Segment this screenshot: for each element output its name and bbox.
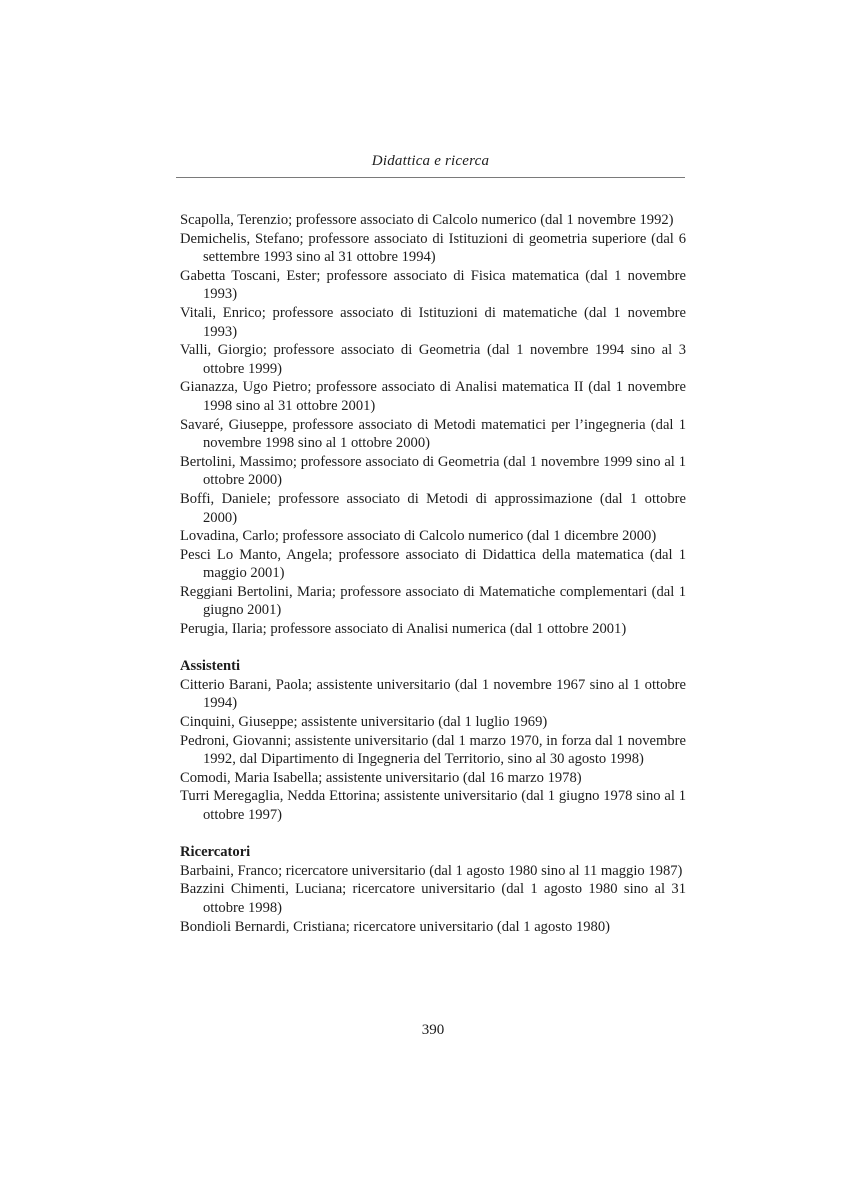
running-header: [176, 153, 685, 186]
list-item: Cinquini, Giuseppe; assistente universitario (dal 1 luglio 1969): [180, 714, 548, 731]
section-heading-ricercatori: Ricercatori: [180, 844, 251, 861]
list-item: Perugia, Ilaria; professore associato di Analisi numerica (dal 1 ottobre 2001): [180, 621, 627, 638]
list-item: Demichelis, Stefano; professore associato di Istituzioni di geometria superiore (dal 6 settembre 1993 sino al 31 ottobre 1994): [180, 230, 686, 266]
list-item: Scapolla, Terenzio; professore associato di Calcolo numerico (dal 1 novembre 1992): [180, 212, 674, 228]
list-item: Bazzini Chimenti, Luciana; ricercatore universitario (dal 1 agosto 1980 sino al 31 ottobre 1998): [180, 881, 686, 916]
list-item: Vitali, Enrico; professore associato di Istituzioni di matematiche (dal 1 novembre 1993): [180, 304, 686, 340]
page-content: [180, 211, 686, 936]
list-item: Pedroni, Giovanni; assistente universitario (dal 1 marzo 1970, in forza dal 1 novembre 1992, dal Dipartimento di Ingegneria del Territorio, sino al 30 agosto 1998): [180, 732, 686, 768]
header-rule: [176, 177, 685, 178]
list-item: Reggiani Bertolini, Maria; professore associato di Matematiche complementari (dal 1 giugno 2001): [180, 583, 686, 619]
page-number: 390: [421, 1022, 445, 1038]
list-item: Gianazza, Ugo Pietro; professore associato di Analisi matematica II (dal 1 novembre 1998 sino al 31 ottobre 2001): [180, 379, 686, 414]
list-item: Valli, Giorgio; professore associato di Geometria (dal 1 novembre 1994 sino al 3 ottobre 1999): [180, 342, 686, 377]
list-item: Comodi, Maria Isabella; assistente universitario (dal 16 marzo 1978): [180, 769, 582, 786]
list-item: Pesci Lo Manto, Angela; professore associato di Didattica della matematica (dal 1 maggio 2001): [180, 546, 686, 582]
list-item: Lovadina, Carlo; professore associato di Calcolo numerico (dal 1 dicembre 2000): [180, 528, 657, 545]
list-item: Citterio Barani, Paola; assistente universitario (dal 1 novembre 1967 sino al 1 ottobre 1994): [180, 676, 686, 712]
list-item: Bertolini, Massimo; professore associato di Geometria (dal 1 novembre 1999 sino al 1 ottobre 2000): [180, 453, 686, 489]
list-item: Savaré, Giuseppe, professore associato di Metodi matematici per l’ingegneria (dal 1 novembre 1998 sino al 1 ottobre 2000): [180, 416, 686, 452]
list-item: Bondioli Bernardi, Cristiana; ricercatore universitario (dal 1 agosto 1980): [180, 918, 610, 935]
running-header-title: Didattica e ricerca: [371, 153, 490, 169]
section-heading-assistenti: Assistenti: [180, 658, 240, 675]
list-item: Turri Meregaglia, Nedda Ettorina; assistente universitario (dal 1 giugno 1978 sino al 1 ottobre 1997): [180, 788, 686, 823]
list-item: Gabetta Toscani, Ester; professore associato di Fisica matematica (dal 1 novembre 1993): [180, 267, 686, 303]
list-item: Barbaini, Franco; ricercatore universitario (dal 1 agosto 1980 sino al 11 maggio 1987): [180, 862, 683, 879]
list-item: Boffi, Daniele; professore associato di Metodi di approssimazione (dal 1 ottobre 2000): [180, 490, 686, 526]
